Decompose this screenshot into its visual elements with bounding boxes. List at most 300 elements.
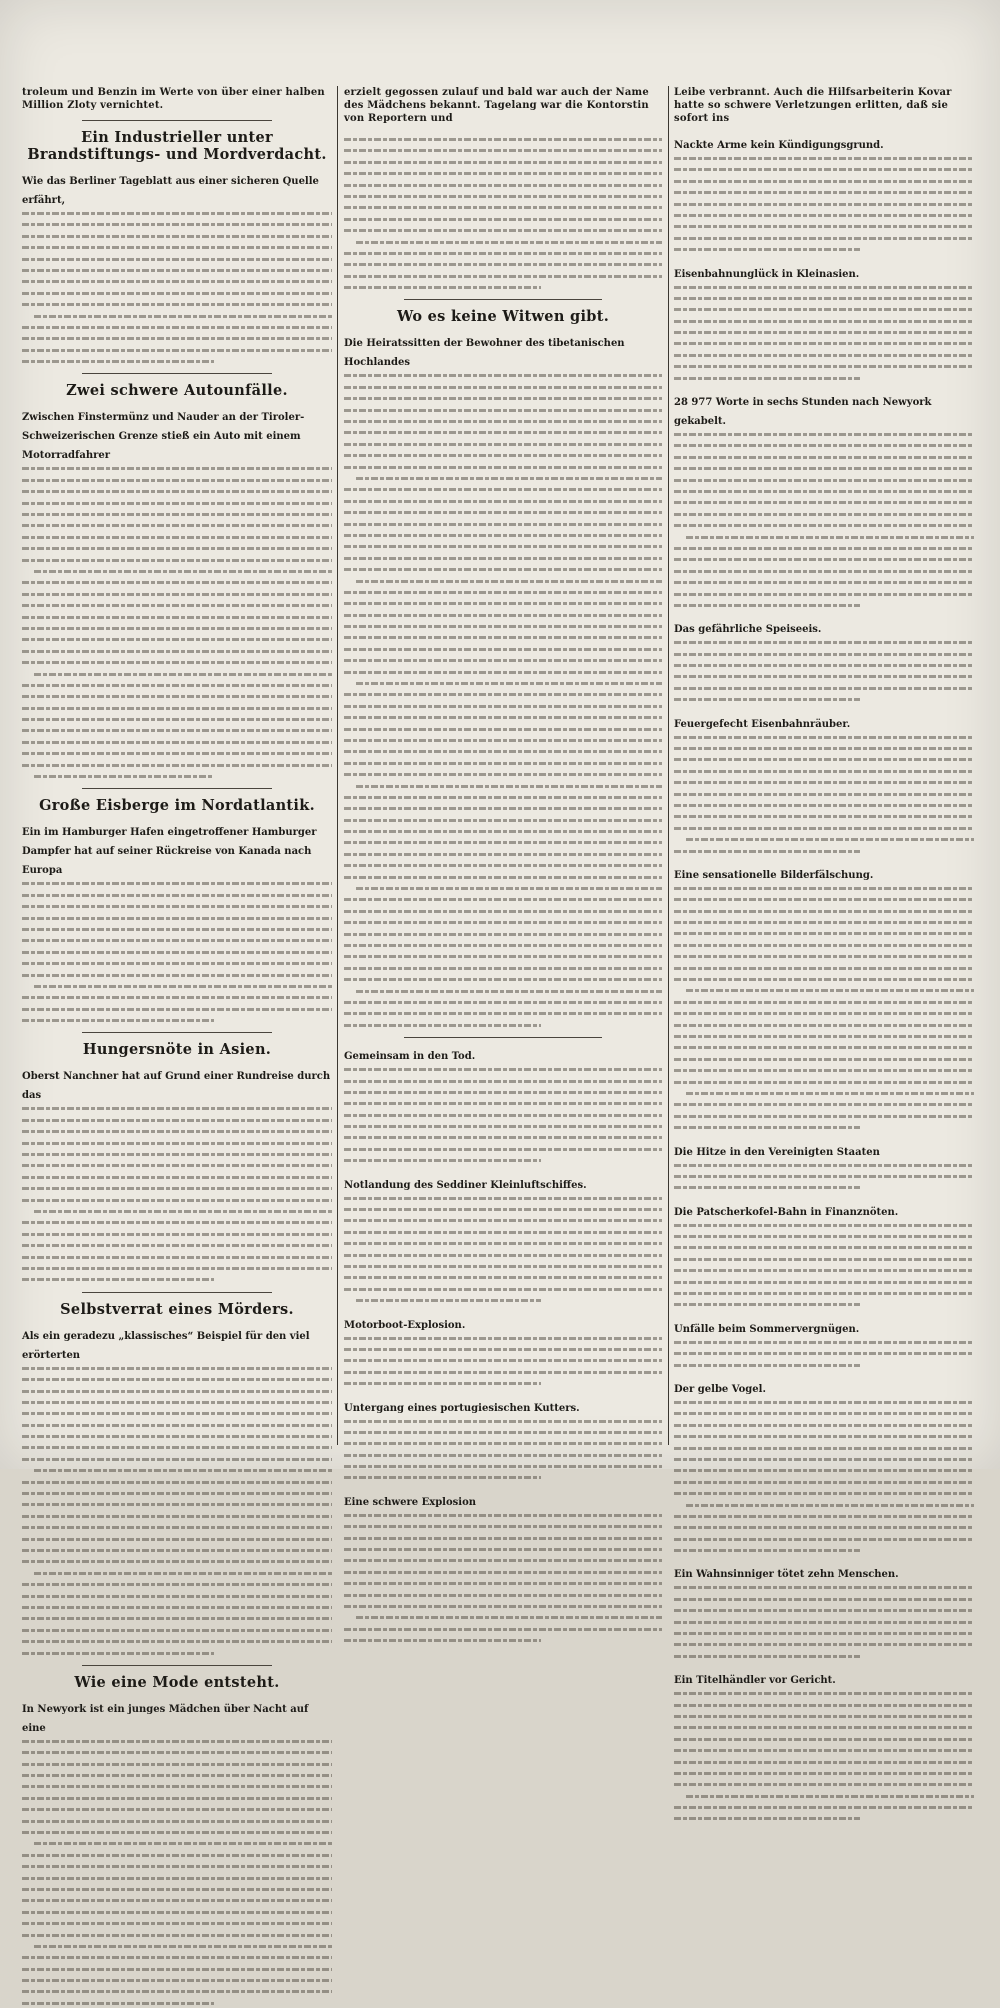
article-headline: Ein Industrieller unter Brandstiftungs- und Mordverdacht. bbox=[27, 129, 327, 163]
text-line-placeholder bbox=[22, 1815, 332, 1826]
article-lead: Feuergefecht Eisenbahnräuber. bbox=[674, 718, 851, 730]
text-line-placeholder bbox=[22, 1159, 332, 1170]
text-line-placeholder bbox=[22, 923, 332, 934]
text-line-placeholder bbox=[344, 609, 662, 620]
article-lead: Ein Titelhändler vor Gericht. bbox=[674, 1675, 836, 1687]
text-line-placeholder bbox=[674, 1453, 974, 1464]
text-line-placeholder bbox=[674, 1721, 974, 1732]
text-line-placeholder bbox=[674, 973, 974, 984]
text-line-placeholder bbox=[344, 1214, 662, 1225]
article bbox=[22, 382, 332, 781]
text-line-placeholder bbox=[674, 186, 974, 197]
text-line-placeholder bbox=[22, 1544, 332, 1555]
text-line-placeholder bbox=[344, 575, 662, 586]
text-line-placeholder bbox=[22, 508, 332, 519]
text-line-placeholder bbox=[674, 1030, 974, 1041]
text-line-placeholder bbox=[674, 531, 974, 542]
article bbox=[344, 1396, 662, 1483]
article-lead: Ein im Hamburger Hafen eingetroffener Hamburger Dampfer hat auf seiner Rückreise von Kanada nach Europa bbox=[22, 827, 317, 877]
text-line-placeholder bbox=[674, 439, 974, 450]
text-line-placeholder bbox=[22, 1014, 332, 1025]
text-line-placeholder bbox=[674, 810, 974, 821]
text-line-placeholder bbox=[674, 163, 974, 174]
text-line-placeholder bbox=[674, 1638, 974, 1649]
text-line-placeholder bbox=[674, 648, 974, 659]
text-line-placeholder bbox=[344, 745, 662, 756]
text-line-placeholder bbox=[22, 957, 332, 968]
text-line-placeholder bbox=[22, 554, 332, 565]
article-lead: Eine schwere Explosion bbox=[344, 1496, 477, 1508]
text-line-placeholder bbox=[22, 1837, 332, 1848]
article-headline: Große Eisberge im Nordatlantik. bbox=[39, 797, 315, 815]
article bbox=[674, 262, 974, 384]
text-line-placeholder bbox=[22, 588, 332, 599]
text-line-placeholder bbox=[344, 1354, 662, 1365]
text-line-placeholder bbox=[674, 1430, 974, 1441]
text-line-placeholder bbox=[22, 1917, 332, 1928]
article bbox=[674, 617, 974, 704]
text-line-placeholder bbox=[674, 1744, 974, 1755]
middle-column bbox=[344, 86, 662, 1508]
text-line-placeholder bbox=[344, 224, 662, 235]
text-line-placeholder bbox=[674, 1767, 974, 1778]
text-line-placeholder bbox=[344, 1007, 662, 1018]
text-line-placeholder bbox=[344, 540, 662, 551]
text-line-placeholder bbox=[674, 1812, 974, 1823]
text-line-placeholder bbox=[344, 1283, 662, 1294]
article-lead: Eine sensationelle Bilderfälschung. bbox=[674, 869, 874, 881]
text-line-placeholder bbox=[22, 1430, 332, 1441]
text-line-placeholder bbox=[22, 912, 332, 923]
article-headline: Wie eine Mode entsteht. bbox=[74, 1673, 280, 1691]
text-line-placeholder bbox=[344, 916, 662, 927]
text-line-placeholder bbox=[674, 462, 974, 473]
text-line-placeholder bbox=[674, 822, 974, 833]
text-line-placeholder bbox=[674, 1007, 974, 1018]
text-line-placeholder bbox=[674, 1593, 974, 1604]
text-line-placeholder bbox=[344, 973, 662, 984]
text-line-placeholder bbox=[344, 700, 662, 711]
text-line-placeholder bbox=[22, 1555, 332, 1566]
text-line-placeholder bbox=[22, 565, 332, 576]
text-line-placeholder bbox=[674, 1041, 974, 1052]
text-line-placeholder bbox=[22, 497, 332, 508]
text-line-placeholder bbox=[22, 1635, 332, 1646]
text-line-placeholder bbox=[344, 1426, 662, 1437]
text-line-placeholder bbox=[22, 310, 332, 321]
article-lead: Nackte Arme kein Kündigungsgrund. bbox=[674, 140, 884, 151]
text-line-placeholder bbox=[22, 1441, 332, 1452]
text-line-placeholder bbox=[344, 677, 662, 688]
text-line-placeholder bbox=[674, 1076, 974, 1087]
text-line-placeholder bbox=[22, 275, 332, 286]
article bbox=[674, 1140, 974, 1193]
text-line-placeholder bbox=[674, 1650, 974, 1661]
text-line-placeholder bbox=[22, 1137, 332, 1148]
article-lead: Eisenbahnunglück in Kleinasien. bbox=[674, 268, 860, 280]
text-line-placeholder bbox=[344, 1120, 662, 1131]
text-line-placeholder bbox=[674, 1396, 974, 1407]
article-lead: Ein Wahnsinniger tötet zehn Menschen. bbox=[674, 1569, 899, 1581]
text-line-placeholder bbox=[344, 1063, 662, 1074]
text-line-placeholder bbox=[674, 542, 974, 553]
text-line-placeholder bbox=[344, 1460, 662, 1471]
text-line-placeholder bbox=[674, 292, 974, 303]
text-line-placeholder bbox=[344, 483, 662, 494]
text-line-placeholder bbox=[22, 1373, 332, 1384]
text-line-placeholder bbox=[674, 1121, 974, 1132]
text-line-placeholder bbox=[22, 611, 332, 622]
text-line-placeholder bbox=[344, 1449, 662, 1460]
text-line-placeholder bbox=[22, 1985, 332, 1996]
text-line-placeholder bbox=[674, 636, 974, 647]
text-line-placeholder bbox=[22, 576, 332, 587]
article-lead: Zwischen Finstermünz und Nauder an der Tiroler-Schweizerischen Grenze stieß ein Auto mit einem Motorradfahrer bbox=[22, 412, 305, 462]
text-line-placeholder bbox=[22, 485, 332, 496]
text-line-placeholder bbox=[674, 1336, 974, 1347]
text-line-placeholder bbox=[674, 232, 974, 243]
text-line-placeholder bbox=[674, 1687, 974, 1698]
article bbox=[344, 1313, 662, 1389]
text-line-placeholder bbox=[674, 1733, 974, 1744]
article-lead: In Newyork ist ein junges Mädchen über Nacht auf eine bbox=[22, 1703, 309, 1734]
text-line-placeholder bbox=[22, 1407, 332, 1418]
text-line-placeholder bbox=[674, 326, 974, 337]
text-line-placeholder bbox=[674, 428, 974, 439]
column-top-line: erzielt gegossen zulauf und bald war auch der Name des Mädchens bekannt. Tagelang war die Kontorstin von Reportern und bbox=[344, 87, 649, 124]
text-line-placeholder bbox=[22, 1997, 332, 2008]
text-line-placeholder bbox=[22, 1228, 332, 1239]
text-line-placeholder bbox=[674, 303, 974, 314]
text-line-placeholder bbox=[674, 1419, 974, 1430]
text-line-placeholder bbox=[674, 1487, 974, 1498]
text-line-placeholder bbox=[22, 1929, 332, 1940]
text-line-placeholder bbox=[674, 1181, 974, 1192]
text-line-placeholder bbox=[344, 950, 662, 961]
text-line-placeholder bbox=[674, 950, 974, 961]
text-line-placeholder bbox=[22, 1419, 332, 1430]
text-line-placeholder bbox=[344, 518, 662, 529]
text-line-placeholder bbox=[674, 742, 974, 753]
text-line-placeholder bbox=[344, 780, 662, 791]
text-line-placeholder bbox=[344, 586, 662, 597]
text-line-placeholder bbox=[22, 218, 332, 229]
text-line-placeholder bbox=[344, 1109, 662, 1120]
text-line-placeholder bbox=[674, 588, 974, 599]
text-line-placeholder bbox=[22, 1487, 332, 1498]
text-line-placeholder bbox=[344, 236, 662, 247]
text-line-placeholder bbox=[22, 877, 332, 888]
text-line-placeholder bbox=[22, 713, 332, 724]
text-line-placeholder bbox=[674, 372, 974, 383]
text-line-placeholder bbox=[674, 1544, 974, 1555]
text-line-placeholder bbox=[674, 1533, 974, 1544]
article-lead: Das gefährliche Speiseeis. bbox=[674, 624, 822, 636]
text-line-placeholder bbox=[22, 1148, 332, 1159]
text-line-placeholder bbox=[674, 984, 974, 995]
text-line-placeholder bbox=[344, 1532, 662, 1543]
text-line-placeholder bbox=[22, 474, 332, 485]
text-line-placeholder bbox=[674, 451, 974, 462]
text-line-placeholder bbox=[22, 230, 332, 241]
text-line-placeholder bbox=[674, 670, 974, 681]
text-line-placeholder bbox=[674, 198, 974, 209]
text-line-placeholder bbox=[674, 209, 974, 220]
text-line-placeholder bbox=[344, 871, 662, 882]
text-line-placeholder bbox=[22, 531, 332, 542]
text-line-placeholder bbox=[344, 415, 662, 426]
text-line-placeholder bbox=[674, 243, 974, 254]
text-line-placeholder bbox=[674, 799, 974, 810]
column-divider bbox=[668, 86, 669, 1445]
text-line-placeholder bbox=[344, 836, 662, 847]
article bbox=[674, 1562, 974, 1661]
text-line-placeholder bbox=[344, 381, 662, 392]
text-line-placeholder bbox=[674, 1170, 974, 1181]
text-line-placeholder bbox=[22, 355, 332, 366]
text-line-placeholder bbox=[674, 1710, 974, 1721]
text-line-placeholder bbox=[22, 1510, 332, 1521]
text-line-placeholder bbox=[22, 1567, 332, 1578]
text-line-placeholder bbox=[22, 1205, 332, 1216]
article bbox=[674, 1200, 974, 1310]
article-lead: Unfälle beim Sommervergnügen. bbox=[674, 1323, 860, 1335]
text-line-placeholder bbox=[22, 1476, 332, 1487]
text-line-placeholder bbox=[674, 1219, 974, 1230]
text-line-placeholder bbox=[674, 281, 974, 292]
article-headline: Zwei schwere Autounfälle. bbox=[66, 382, 288, 400]
text-line-placeholder bbox=[344, 1097, 662, 1108]
text-line-placeholder bbox=[344, 144, 662, 155]
separator bbox=[82, 120, 272, 121]
article-headline: Wo es keine Witwen gibt. bbox=[396, 308, 610, 326]
article bbox=[344, 133, 662, 292]
text-line-placeholder bbox=[22, 900, 332, 911]
text-line-placeholder bbox=[344, 1366, 662, 1377]
text-line-placeholder bbox=[22, 770, 332, 781]
text-line-placeholder bbox=[674, 1159, 974, 1170]
text-line-placeholder bbox=[344, 552, 662, 563]
text-line-placeholder bbox=[344, 1019, 662, 1030]
text-line-placeholder bbox=[344, 179, 662, 190]
article bbox=[344, 308, 662, 1030]
text-line-placeholder bbox=[674, 1298, 974, 1309]
text-line-placeholder bbox=[674, 731, 974, 742]
text-line-placeholder bbox=[344, 1437, 662, 1448]
text-line-placeholder bbox=[674, 833, 974, 844]
text-line-placeholder bbox=[674, 927, 974, 938]
text-line-placeholder bbox=[22, 253, 332, 264]
text-line-placeholder bbox=[674, 553, 974, 564]
text-line-placeholder bbox=[22, 668, 332, 679]
text-line-placeholder bbox=[344, 1554, 662, 1565]
text-line-placeholder bbox=[22, 1803, 332, 1814]
text-line-placeholder bbox=[344, 1415, 662, 1426]
text-line-placeholder bbox=[22, 622, 332, 633]
text-line-placeholder bbox=[22, 1601, 332, 1612]
text-line-placeholder bbox=[344, 156, 662, 167]
text-line-placeholder bbox=[674, 916, 974, 927]
text-line-placeholder bbox=[22, 946, 332, 957]
column-top-line: Leibe verbrannt. Auch die Hilfsarbeiterin Kovar hatte so schwere Verletzungen erlitten, daß sie sofort ins bbox=[674, 87, 952, 124]
text-line-placeholder bbox=[344, 1154, 662, 1165]
article bbox=[674, 390, 974, 610]
text-line-placeholder bbox=[344, 985, 662, 996]
article-lead: Die Heiratssitten der Bewohner des tibetanischen Hochlandes bbox=[344, 338, 625, 369]
text-line-placeholder bbox=[344, 893, 662, 904]
text-line-placeholder bbox=[22, 724, 332, 735]
separator bbox=[82, 1292, 272, 1293]
text-line-placeholder bbox=[674, 996, 974, 1007]
text-line-placeholder bbox=[674, 1241, 974, 1252]
text-line-placeholder bbox=[22, 991, 332, 1002]
text-line-placeholder bbox=[674, 576, 974, 587]
article-headline: Selbstverrat eines Mörders. bbox=[60, 1300, 294, 1318]
article bbox=[22, 1301, 332, 1658]
text-line-placeholder bbox=[344, 506, 662, 517]
text-line-placeholder bbox=[344, 495, 662, 506]
text-line-placeholder bbox=[22, 1102, 332, 1113]
text-line-placeholder bbox=[22, 1114, 332, 1125]
text-line-placeholder bbox=[22, 1194, 332, 1205]
article bbox=[344, 1490, 662, 1646]
text-line-placeholder bbox=[674, 905, 974, 916]
text-line-placeholder bbox=[344, 631, 662, 642]
article-lead: Wie das Berliner Tageblatt aus einer sicheren Quelle erfährt, bbox=[22, 176, 319, 206]
column-divider bbox=[337, 86, 338, 1445]
text-line-placeholder bbox=[674, 1627, 974, 1638]
text-line-placeholder bbox=[22, 1590, 332, 1601]
article-lead: Oberst Nanchner hat auf Grund einer Rundreise durch das bbox=[22, 1071, 331, 1102]
text-line-placeholder bbox=[344, 1271, 662, 1282]
text-line-placeholder bbox=[674, 1019, 974, 1030]
text-line-placeholder bbox=[344, 688, 662, 699]
article-lead: 28 977 Worte in sechs Stunden nach Newyork gekabelt. bbox=[674, 397, 932, 428]
text-line-placeholder bbox=[674, 1064, 974, 1075]
text-line-placeholder bbox=[344, 472, 662, 483]
article bbox=[674, 712, 974, 856]
text-line-placeholder bbox=[674, 349, 974, 360]
text-line-placeholder bbox=[344, 768, 662, 779]
text-line-placeholder bbox=[344, 369, 662, 380]
text-line-placeholder bbox=[344, 449, 662, 460]
right-column bbox=[674, 86, 974, 1687]
text-line-placeholder bbox=[22, 1362, 332, 1373]
text-line-placeholder bbox=[344, 1294, 662, 1305]
text-line-placeholder bbox=[674, 485, 974, 496]
text-line-placeholder bbox=[22, 1974, 332, 1985]
text-line-placeholder bbox=[344, 939, 662, 950]
text-line-placeholder bbox=[674, 1581, 974, 1592]
text-line-placeholder bbox=[22, 969, 332, 980]
text-line-placeholder bbox=[22, 1735, 332, 1746]
text-line-placeholder bbox=[344, 757, 662, 768]
text-line-placeholder bbox=[674, 753, 974, 764]
text-line-placeholder bbox=[674, 788, 974, 799]
text-line-placeholder bbox=[344, 281, 662, 292]
text-line-placeholder bbox=[22, 645, 332, 656]
text-line-placeholder bbox=[22, 702, 332, 713]
text-line-placeholder bbox=[674, 337, 974, 348]
text-line-placeholder bbox=[22, 1746, 332, 1757]
text-line-placeholder bbox=[344, 270, 662, 281]
text-line-placeholder bbox=[344, 643, 662, 654]
text-line-placeholder bbox=[674, 1407, 974, 1418]
text-line-placeholder bbox=[344, 426, 662, 437]
text-line-placeholder bbox=[22, 1385, 332, 1396]
article bbox=[22, 1674, 332, 2008]
text-line-placeholder bbox=[674, 1801, 974, 1812]
text-line-placeholder bbox=[344, 1577, 662, 1588]
text-line-placeholder bbox=[22, 287, 332, 298]
text-line-placeholder bbox=[22, 1612, 332, 1623]
text-line-placeholder bbox=[674, 1499, 974, 1510]
text-line-placeholder bbox=[22, 1251, 332, 1262]
text-line-placeholder bbox=[22, 736, 332, 747]
text-line-placeholder bbox=[22, 1125, 332, 1136]
article-lead: Motorboot-Explosion. bbox=[344, 1319, 466, 1331]
text-line-placeholder bbox=[22, 1860, 332, 1871]
text-line-placeholder bbox=[674, 1778, 974, 1789]
text-line-placeholder bbox=[344, 711, 662, 722]
text-line-placeholder bbox=[344, 1543, 662, 1554]
text-line-placeholder bbox=[22, 1792, 332, 1803]
article bbox=[22, 1041, 332, 1284]
text-line-placeholder bbox=[674, 1347, 974, 1358]
text-line-placeholder bbox=[344, 1566, 662, 1577]
text-line-placeholder bbox=[344, 1203, 662, 1214]
article bbox=[344, 1044, 662, 1166]
text-line-placeholder bbox=[22, 934, 332, 945]
article-lead: Untergang eines portugiesischen Kutters. bbox=[344, 1402, 580, 1414]
text-line-placeholder bbox=[674, 1442, 974, 1453]
text-line-placeholder bbox=[344, 392, 662, 403]
text-line-placeholder bbox=[22, 332, 332, 343]
text-line-placeholder bbox=[344, 1520, 662, 1531]
text-line-placeholder bbox=[674, 496, 974, 507]
text-line-placeholder bbox=[674, 1521, 974, 1532]
text-line-placeholder bbox=[674, 220, 974, 231]
text-line-placeholder bbox=[344, 848, 662, 859]
text-line-placeholder bbox=[344, 882, 662, 893]
text-line-placeholder bbox=[22, 599, 332, 610]
text-line-placeholder bbox=[22, 1003, 332, 1014]
text-line-placeholder bbox=[22, 656, 332, 667]
text-line-placeholder bbox=[674, 1510, 974, 1521]
text-line-placeholder bbox=[344, 1343, 662, 1354]
article-headline: Hungersnöte in Asien. bbox=[82, 1041, 272, 1059]
text-line-placeholder bbox=[344, 1623, 662, 1634]
text-line-placeholder bbox=[674, 360, 974, 371]
text-line-placeholder bbox=[344, 167, 662, 178]
column-top-line: troleum und Benzin im Werte von über einer halben Million Zloty vernichtet. bbox=[22, 87, 325, 111]
text-line-placeholder bbox=[674, 1253, 974, 1264]
text-line-placeholder bbox=[22, 1578, 332, 1589]
text-line-placeholder bbox=[344, 1249, 662, 1260]
text-line-placeholder bbox=[22, 241, 332, 252]
text-line-placeholder bbox=[674, 1276, 974, 1287]
text-line-placeholder bbox=[674, 1053, 974, 1064]
text-line-placeholder bbox=[344, 1589, 662, 1600]
text-line-placeholder bbox=[22, 889, 332, 900]
article bbox=[674, 1377, 974, 1555]
text-line-placeholder bbox=[674, 565, 974, 576]
text-line-placeholder bbox=[674, 1616, 974, 1627]
text-line-placeholder bbox=[344, 1075, 662, 1086]
separator bbox=[82, 1032, 272, 1033]
text-line-placeholder bbox=[344, 404, 662, 415]
text-line-placeholder bbox=[22, 1273, 332, 1284]
